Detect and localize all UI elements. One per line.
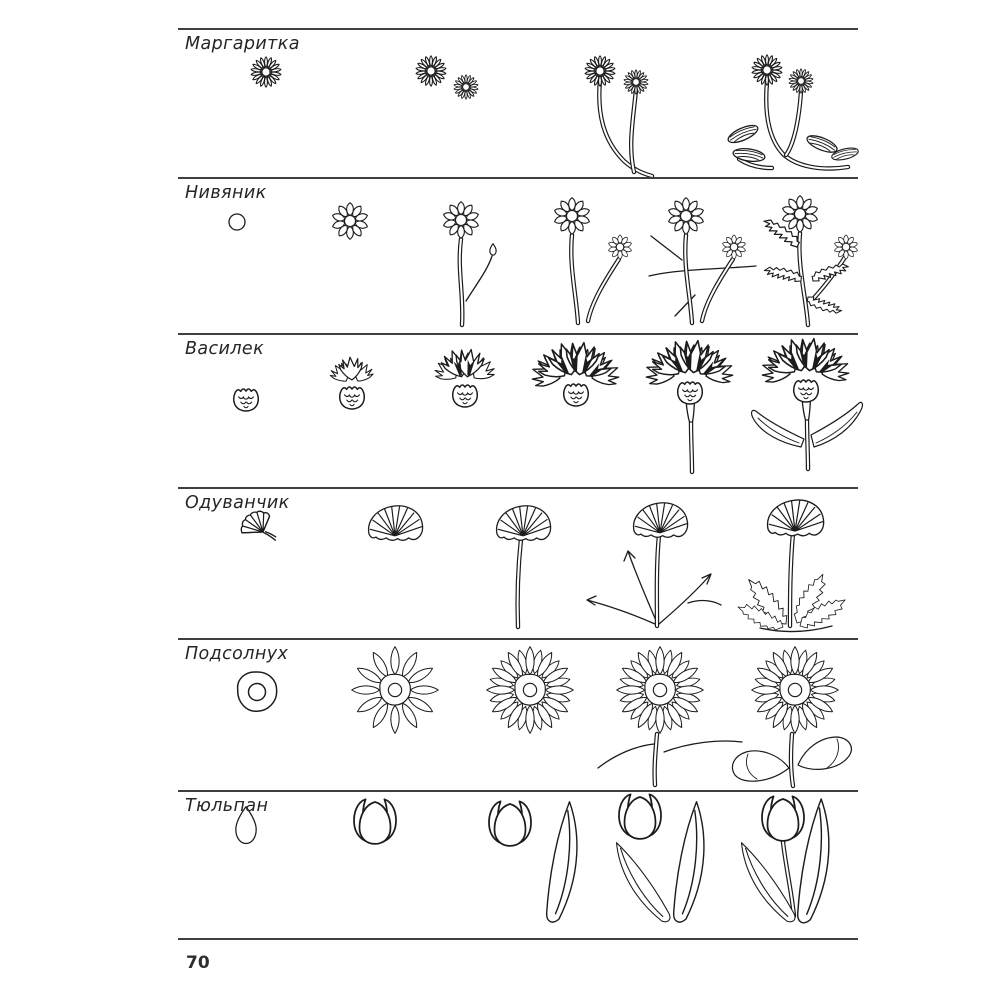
row-dandelion <box>0 487 1000 638</box>
sunflower-step-3-drawing <box>487 647 574 734</box>
oxeye-step-5-drawing <box>649 198 756 323</box>
sunflower-step-4-drawing <box>598 647 742 785</box>
dandelion-step-5-drawing <box>735 500 850 635</box>
oxeye-daisy-steps-drawing <box>0 177 1000 333</box>
sunflower-step-2-drawing <box>352 647 439 734</box>
dandelion-steps-drawing <box>0 487 1000 638</box>
dandelion-step-3-drawing <box>497 506 551 627</box>
cornflower-step-2-drawing <box>327 356 375 409</box>
row-oxeye-daisy <box>0 177 1000 333</box>
dandelion-step-2-drawing <box>369 506 423 540</box>
oxeye-step-3-drawing <box>443 202 497 325</box>
flower-name-label: Василек <box>185 339 265 359</box>
cornflower-step-6-drawing <box>752 335 863 469</box>
sunflower-step-1-drawing <box>238 672 277 711</box>
daisy-steps-drawing <box>0 28 1000 177</box>
tulip-step-4-drawing <box>611 794 704 929</box>
section-divider <box>178 938 858 940</box>
cornflower-step-5-drawing <box>642 337 737 472</box>
daisy-step-1-drawing <box>251 57 281 87</box>
tulip-step-3-drawing <box>489 801 577 922</box>
flower-name-label: Одуванчик <box>185 493 290 513</box>
flower-name-label: Тюльпан <box>185 796 269 816</box>
oxeye-step-4-drawing <box>554 198 633 323</box>
daisy-step-4-drawing <box>726 55 859 169</box>
sunflower-step-5-drawing <box>732 647 851 786</box>
page-number: 70 <box>186 953 210 973</box>
daisy-step-2-drawing <box>416 56 478 99</box>
row-tulip <box>0 790 1000 938</box>
flower-name-label: Маргаритка <box>185 34 300 54</box>
tulip-step-2-drawing <box>354 799 396 844</box>
tulip-steps-drawing <box>0 790 1000 938</box>
flower-name-label: Нивяник <box>185 183 267 203</box>
oxeye-step-6-drawing <box>761 196 858 325</box>
sunflower-steps-drawing <box>0 638 1000 790</box>
cornflower-steps-drawing <box>0 333 1000 487</box>
dandelion-step-4-drawing <box>587 503 721 626</box>
flower-name-label: Подсолнух <box>185 644 289 664</box>
row-cornflower <box>0 333 1000 487</box>
cornflower-step-4-drawing <box>528 339 623 406</box>
cornflower-step-3-drawing <box>431 346 499 407</box>
row-daisy <box>0 28 1000 177</box>
tulip-step-5-drawing <box>736 796 829 929</box>
daisy-step-3-drawing <box>585 56 652 176</box>
cornflower-step-1-drawing <box>234 389 259 411</box>
dandelion-step-1-drawing <box>240 510 277 544</box>
oxeye-step-2-drawing <box>332 203 369 240</box>
row-sunflower <box>0 638 1000 790</box>
oxeye-step-1-drawing <box>229 214 245 230</box>
